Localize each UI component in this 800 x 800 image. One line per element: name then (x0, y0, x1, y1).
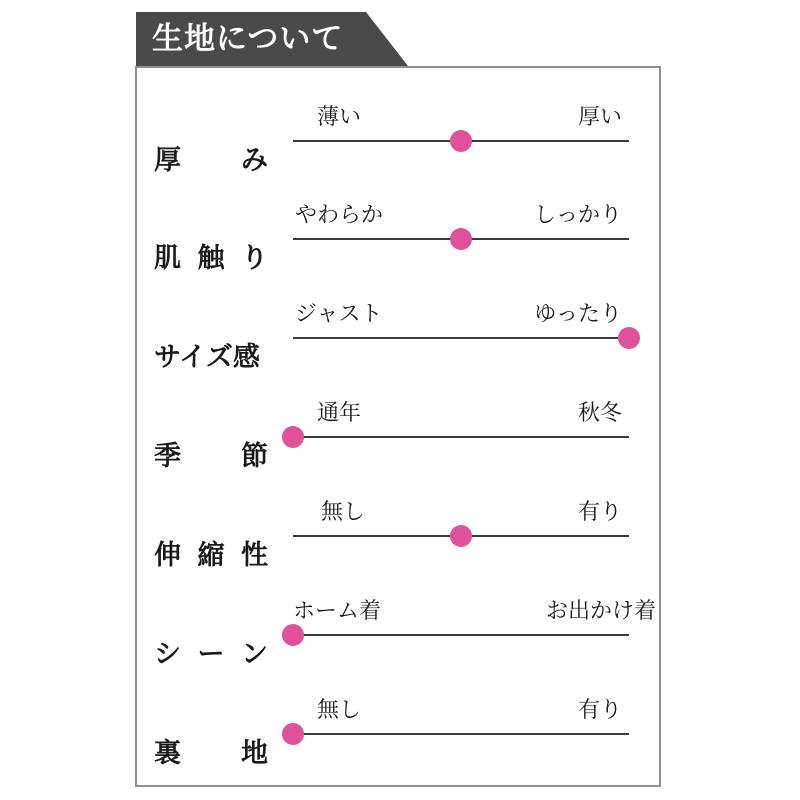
attribute-label-char: 裏 (154, 738, 181, 769)
attribute-row (0, 297, 800, 377)
scale-right-label: 秋冬 (577, 401, 622, 426)
attribute-label (154, 434, 268, 473)
scale-track (293, 337, 629, 339)
scale-left-label: ホーム着 (293, 599, 382, 624)
scale-right-label: 有り (577, 698, 622, 723)
attribute-row (0, 495, 800, 575)
page-title: 生地について (152, 21, 344, 57)
scale-track (293, 436, 629, 438)
attribute-row (0, 100, 800, 180)
attribute-label (154, 632, 268, 671)
scale-marker (282, 426, 304, 448)
scale-right-label: 厚い (577, 105, 622, 130)
attribute-label-char: 触 (197, 243, 225, 274)
attribute-row (0, 693, 800, 773)
scale-right-label: お出かけ着 (545, 599, 656, 624)
scale-marker (282, 723, 304, 745)
scale-left-label: 薄い (317, 105, 362, 130)
attribute-label-char: 性 (241, 540, 268, 571)
attribute-label-char: 節 (241, 441, 268, 472)
scale-right-label: 有り (577, 500, 622, 525)
attribute-label-char: 肌 (154, 243, 181, 274)
scale-right-label: しっかり (533, 203, 622, 228)
attribute-label-char: ー (197, 639, 225, 670)
attribute-row (0, 594, 800, 674)
scale-right-label: ゆったり (534, 302, 622, 327)
attribute-row (0, 198, 800, 278)
attribute-label (154, 236, 268, 275)
attribute-label-char: 厚 (154, 145, 181, 176)
scale-marker (282, 624, 304, 646)
scale-track (293, 634, 629, 636)
scale-marker (450, 228, 472, 250)
attribute-row (0, 396, 800, 476)
scale-left-label: ジャスト (295, 302, 383, 327)
scale-left-label: 無し (321, 500, 366, 525)
scale-marker (618, 327, 640, 349)
attribute-label-char: 縮 (197, 540, 225, 571)
attribute-label-char: み (241, 145, 268, 176)
attribute-label-char: 伸 (154, 540, 181, 571)
attribute-label-char: り (241, 243, 268, 274)
attribute-label (154, 533, 268, 572)
scale-marker (450, 130, 472, 152)
scale-left-label: 無し (317, 698, 362, 723)
scale-marker (450, 525, 472, 547)
attribute-label (154, 731, 268, 770)
scale-left-label: 通年 (317, 401, 362, 426)
attribute-label-char: シ (154, 639, 181, 670)
attribute-label (154, 138, 268, 177)
scale-track (293, 733, 629, 735)
attribute-label-char: 地 (241, 738, 268, 769)
attribute-label-char: ン (241, 639, 268, 670)
scale-left-label: やわらか (295, 203, 384, 228)
attribute-label-char: サイズ感 (154, 342, 260, 373)
attribute-label-char: 季 (154, 441, 181, 472)
attribute-label (154, 335, 268, 374)
